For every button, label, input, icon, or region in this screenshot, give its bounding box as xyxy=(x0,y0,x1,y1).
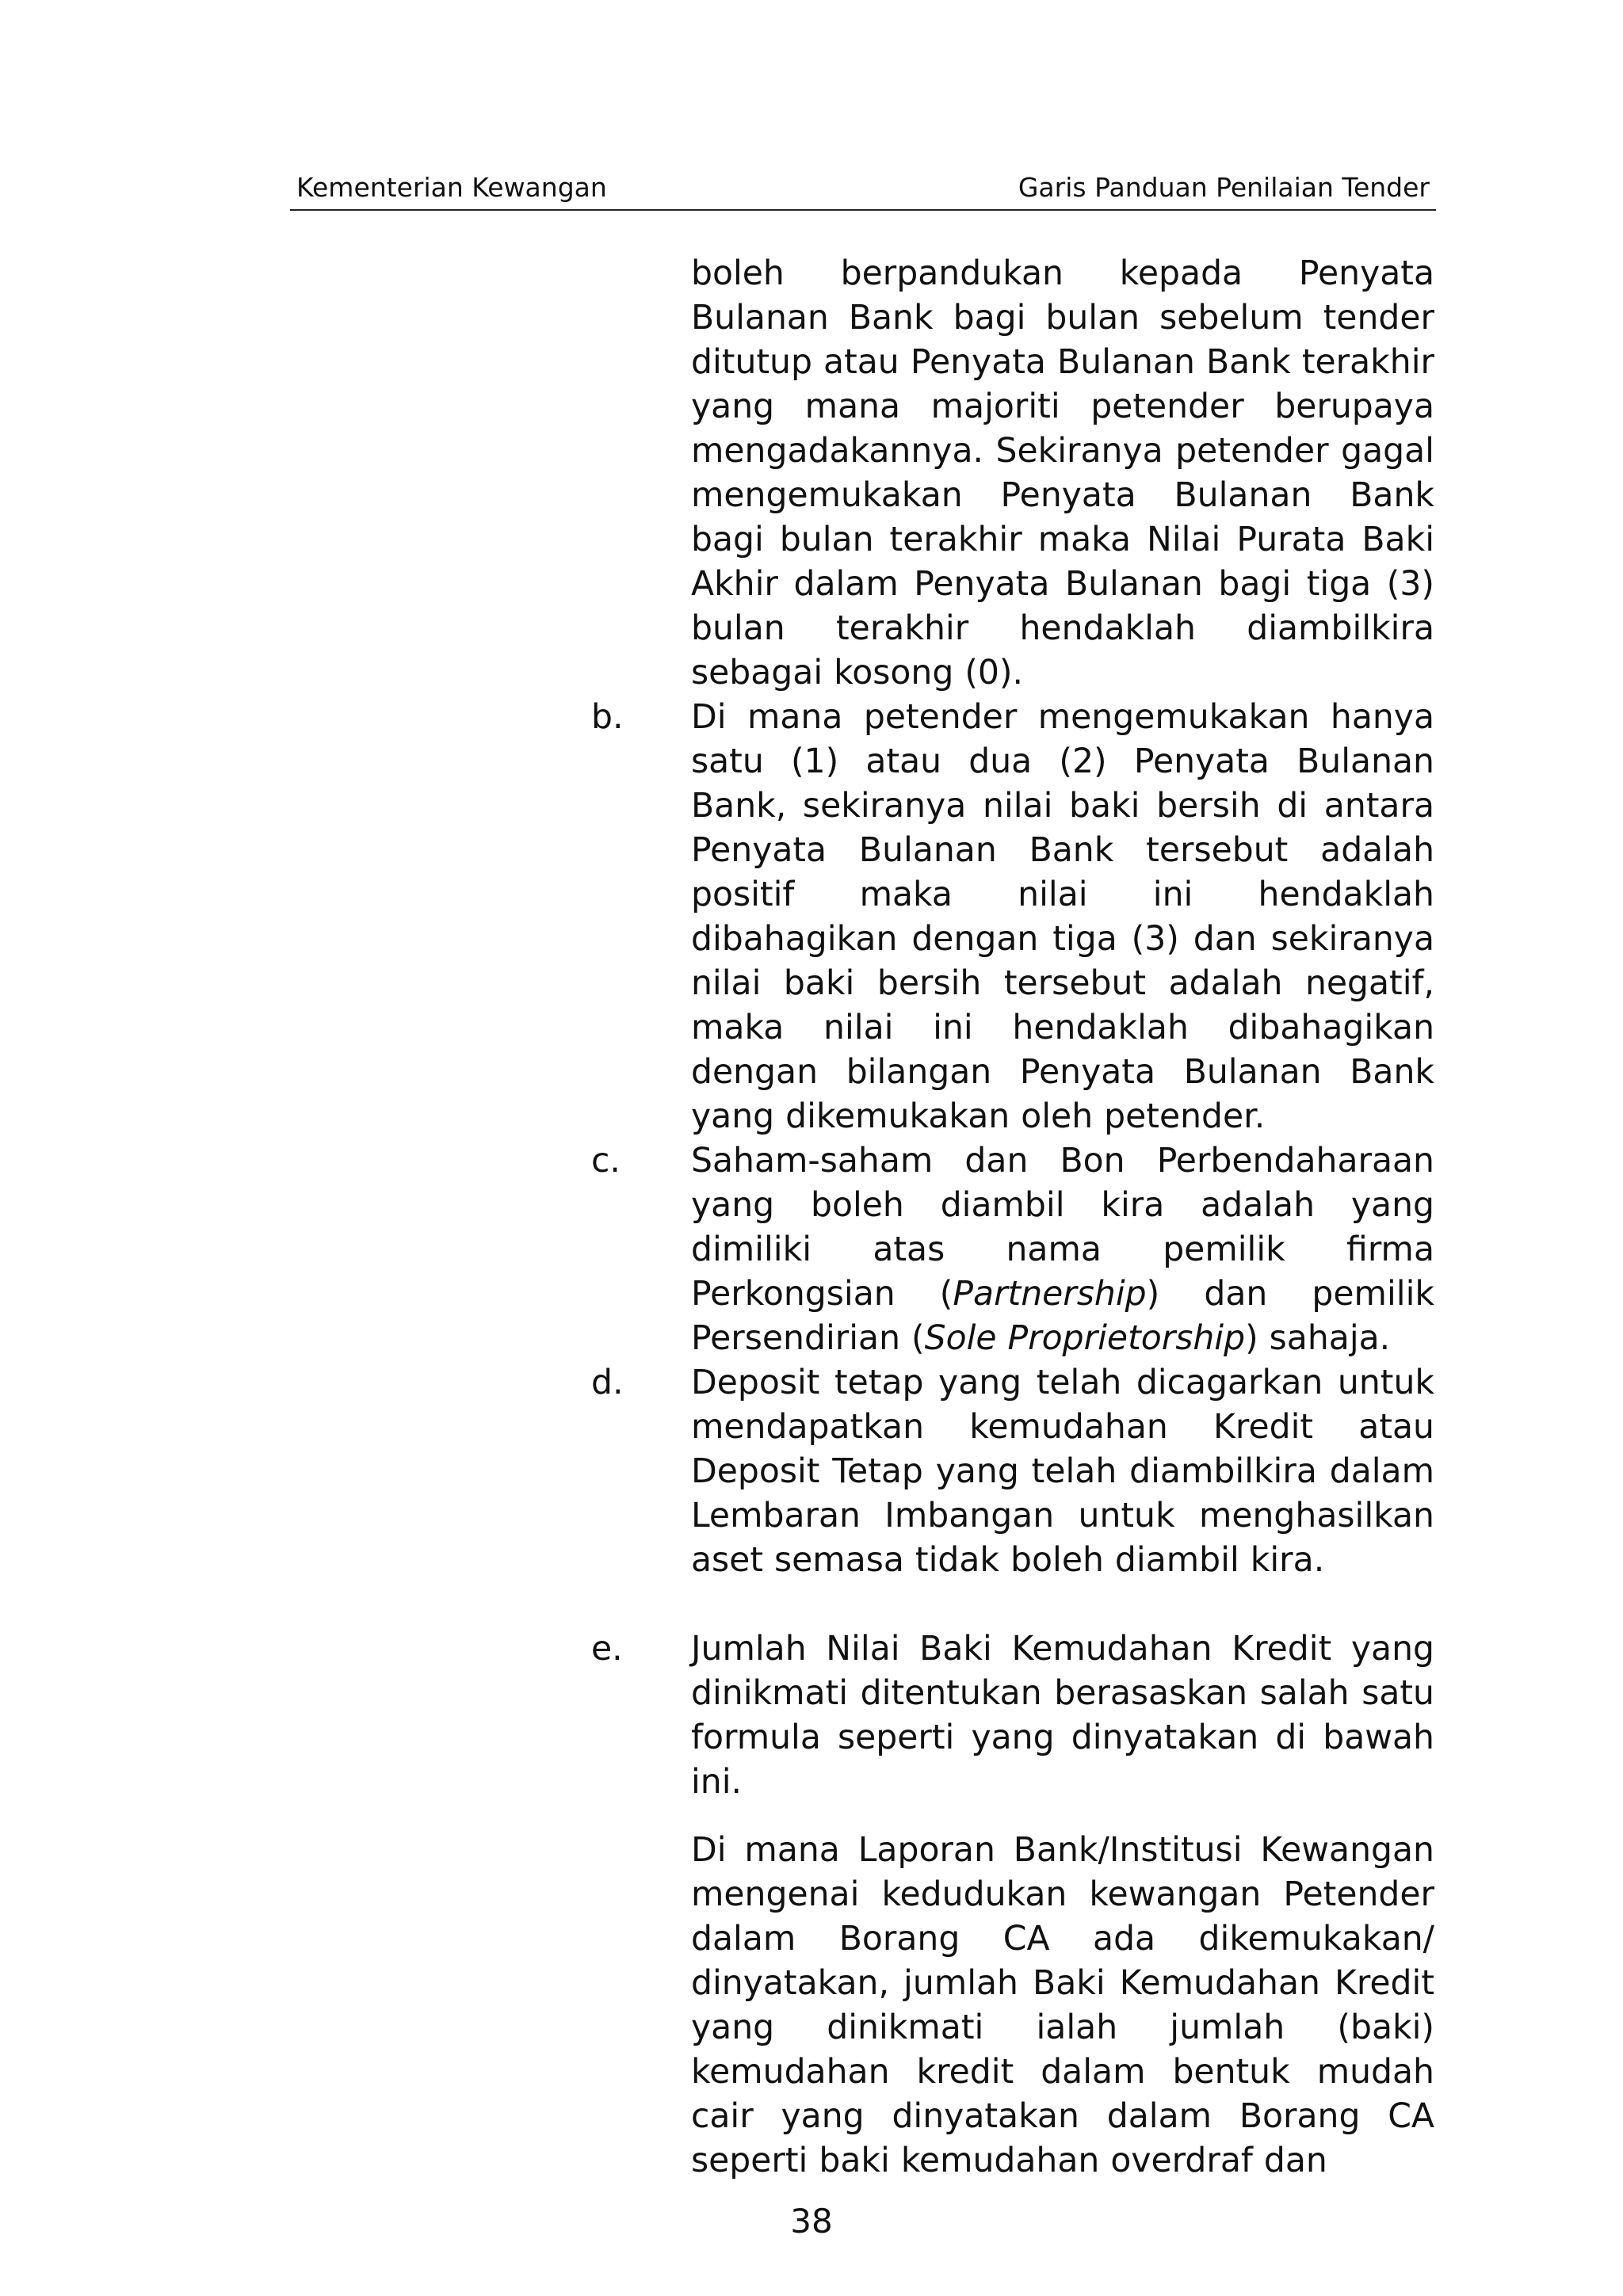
item-c-text-part: Saham-saham dan Bon Perbendaharaan yang boleh diambil kira adalah yang dimiliki atas nama pemilik firma Perkongsian ( xyxy=(691,1142,1434,1314)
item-d-text: Deposit tetap yang telah dicagarkan untuk mendapatkan kemudahan Kredit atau Deposit Tetap yang telah diambilkira dalam Lembaran Imbangan untuk menghasilkan aset semasa tidak boleh diambil kira. xyxy=(691,1363,1434,1580)
item-marker-c: c. xyxy=(591,1142,621,1180)
item-c-text-part: ) sahaja. xyxy=(1245,1319,1391,1358)
page-header xyxy=(290,166,1436,211)
item-b-text: Di mana petender mengemukakan hanya satu (1) atau dua (2) Penyata Bulanan Bank, sekiranya nilai baki bersih di antara Penyata Bulanan Bank tersebut adalah positif maka nilai ini hendaklah dibahagikan dengan tiga (3) dan sekiranya nilai baki bersih tersebut adalah negatif, maka nilai ini hendaklah dibahagikan dengan bilangan Penyata Bulanan Bank yang dikemukakan oleh petender. xyxy=(691,698,1434,1136)
item-c-text-part: ) dan pemilik Persendirian ( xyxy=(691,1275,1434,1358)
italic-term-partnership: Partnership xyxy=(953,1275,1147,1314)
item-e-text: Jumlah Nilai Baki Kemudahan Kredit yang dinikmati ditentukan berasaskan salah satu formula seperti yang dinyatakan di bawah ini. xyxy=(691,1630,1434,1802)
header-document-title: Garis Panduan Penilaian Tender xyxy=(1018,172,1430,203)
item-marker-b: b. xyxy=(591,698,624,737)
sub-paragraph: Di mana Laporan Bank/Institusi Kewangan mengenai kedudukan kewangan Petender dalam Borang CA ada dikemukakan/ dinyatakan, jumlah Baki Kemudahan Kredit yang dinikmati ialah jumlah (baki) kemudahan kredit dalam bentuk mudah cair yang dinyatakan dalam Borang CA seperti baki kemudahan overdraf dan xyxy=(691,1831,1434,2180)
item-marker-d: d. xyxy=(591,1363,624,1402)
italic-term-sole-proprietorship: Sole Proprietorship xyxy=(924,1319,1246,1358)
continuation-paragraph: boleh berpandukan kepada Penyata Bulanan Bank bagi bulan sebelum tender ditutup atau Penyata Bulanan Bank terakhir yang mana majoriti petender berupaya mengadakannya. Sekiranya petender gagal mengemukakan Penyata Bulanan Bank bagi bulan terakhir maka Nilai Purata Baki Akhir dalam Penyata Bulanan bagi tiga (3) bulan terakhir hendaklah diambilkira sebagai kosong (0). xyxy=(691,254,1434,692)
header-ministry: Kementerian Kewangan xyxy=(296,172,607,203)
item-marker-e: e. xyxy=(591,1630,623,1669)
page-number: 38 xyxy=(790,2202,833,2241)
item-c-text xyxy=(691,1139,1434,1361)
